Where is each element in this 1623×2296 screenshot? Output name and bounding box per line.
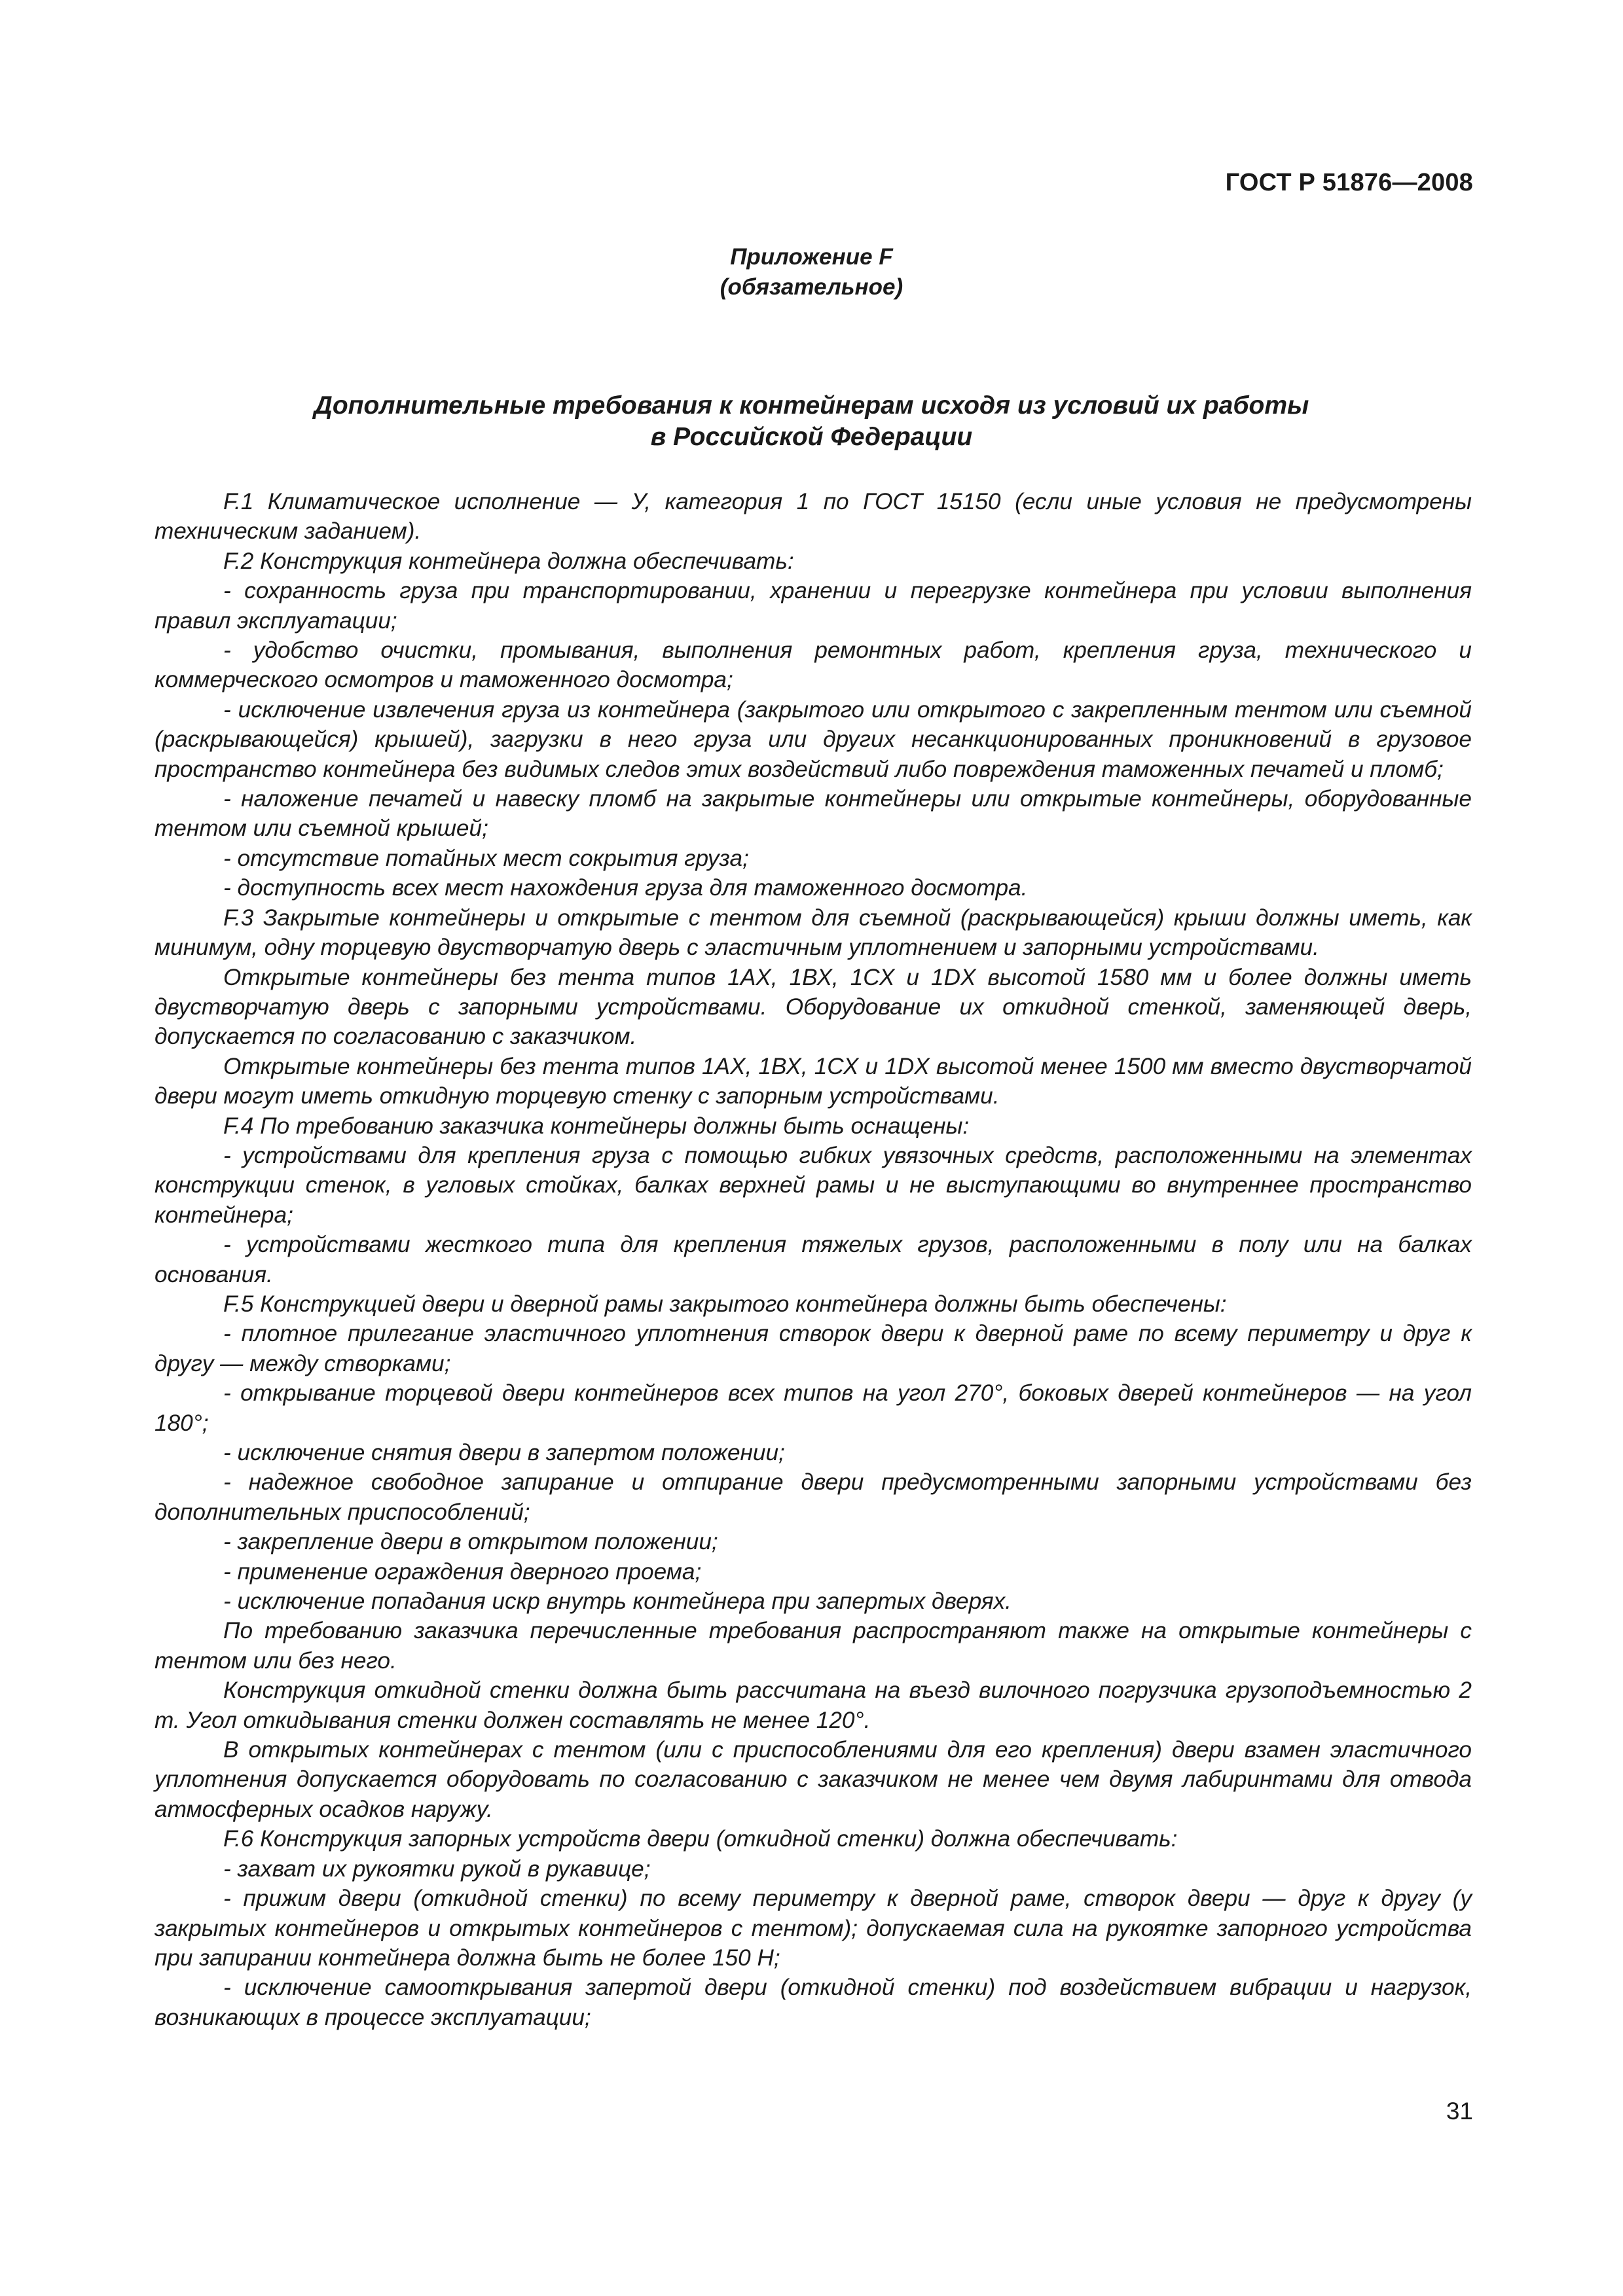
section-title-line-2: в Российской Федерации <box>650 423 973 451</box>
annex-status: (обязательное) <box>720 274 903 300</box>
paragraph: - плотное прилегание эластичного уплотнения створок двери к дверной раме по всему периметру и друг к другу — между створками; <box>155 1321 1472 1376</box>
paragraph: - исключение извлечения груза из контейнера (закрытого или открытого с закрепленным тентом или съемной (раскрывающейся) крышей), загрузки в него груза или других несанкционированных проникновений в грузовое пространство контейнера без видимых следов этих воздействий либо повреждения таможенных печатей и пломб; <box>155 696 1472 782</box>
paragraph: - доступность всех мест нахождения груза для таможенного досмотра. <box>223 875 1028 901</box>
annex-heading <box>0 242 1623 302</box>
paragraph: Открытые контейнеры без тента типов 1АХ, 1ВХ, 1СХ и 1DX высотой 1580 мм и более должны иметь двустворчатую дверь с запорными устройствами. Оборудование их откидной стенкой, заменяющей дверь, допускается по согласованию с заказчиком. <box>155 964 1472 1050</box>
paragraph: - удобство очистки, промывания, выполнения ремонтных работ, крепления груза, технического и коммерческого осмотров и таможенного досмотра; <box>155 637 1472 693</box>
paragraph: - устройствами жесткого типа для крепления тяжелых грузов, расположенными в полу или на балках основания. <box>155 1232 1472 1287</box>
paragraph: - исключение снятия двери в запертом положении; <box>223 1440 785 1465</box>
paragraph: - устройствами для крепления груза с помощью гибких увязочных средств, расположенными на элементах конструкции стенок, в угловых стойках, балках верхней рамы и не выступающими во внутреннее пространство контейнера; <box>155 1142 1472 1228</box>
paragraph: - прижим двери (откидной стенки) по всему периметру к дверной раме, створок двери — друг к другу (у закрытых контейнеров и открытых контейнеров с тентом); допускаемая сила на рукоятке запорного устройства при запирании контейнера должна быть не более 150 Н; <box>155 1886 1472 1971</box>
paragraph: F.4 По требованию заказчика контейнеры должны быть оснащены: <box>223 1113 970 1139</box>
paragraph: - открывание торцевой двери контейнеров всех типов на угол 270°, боковых дверей контейнеров — на угол 180°; <box>155 1380 1472 1436</box>
paragraph: В открытых контейнерах с тентом (или с приспособлениями для его крепления) двери взамен эластичного уплотнения допускается оборудовать по согласованию с заказчиком не менее чем двумя лабиринтами для отвода атмосферных осадков наружу. <box>155 1737 1472 1822</box>
paragraph: - надежное свободное запирание и отпирание двери предусмотренными запорными устройствами без дополнительных приспособлений; <box>155 1469 1472 1525</box>
page-number: 31 <box>1446 2098 1473 2125</box>
paragraph: - отсутствие потайных мест сокрытия груза; <box>223 845 749 871</box>
paragraph: - исключение попадания искр внутрь контейнера при запертых дверях. <box>223 1588 1012 1615</box>
paragraph: - захват их рукоятки рукой в рукавице; <box>223 1856 651 1882</box>
annex-label: Приложение F <box>730 244 893 270</box>
paragraph: F.6 Конструкция запорных устройств двери (откидной стенки) должна обеспечивать: <box>223 1826 1178 1852</box>
document-code: ГОСТ Р 51876—2008 <box>1225 169 1473 196</box>
paragraph: Открытые контейнеры без тента типов 1АХ, 1ВХ, 1СХ и 1DX высотой менее 1500 мм вместо двустворчатой двери могут иметь откидную торцевую стенку с запорным устройствами. <box>155 1053 1472 1109</box>
section-title <box>0 390 1623 453</box>
section-title-line-1: Дополнительные требования к контейнерам исходя из условий их работы <box>314 391 1309 420</box>
paragraph: F.3 Закрытые контейнеры и открытые с тентом для съемной (раскрывающейся) крыши должны иметь, как минимум, одну торцевую двустворчатую дверь с эластичным уплотнением и запорными устройствами. <box>155 905 1472 961</box>
paragraph: - применение ограждения дверного проема; <box>223 1558 702 1585</box>
paragraph: - закрепление двери в открытом положении; <box>223 1529 718 1555</box>
paragraph: F.2 Конструкция контейнера должна обеспечивать: <box>223 548 794 574</box>
paragraph: Конструкция откидной стенки должна быть рассчитана на въезд вилочного погрузчика грузоподъемностью 2 т. Угол откидывания стенки должен составлять не менее 120°. <box>155 1677 1472 1733</box>
paragraph: F.5 Конструкцией двери и дверной рамы закрытого контейнера должны быть обеспечены: <box>223 1291 1227 1317</box>
paragraph: F.1 Климатическое исполнение — У, категория 1 по ГОСТ 15150 (если иные условия не предусмотрены техническим заданием). <box>155 489 1472 545</box>
document-body <box>155 487 1472 2032</box>
paragraph: - исключение самооткрывания запертой двери (откидной стенки) под воздействием вибрации и нагрузок, возникающих в процессе эксплуатации; <box>155 1975 1472 2030</box>
paragraph: По требованию заказчика перечисленные требования распространяют также на открытые контейнеры с тентом или без него. <box>155 1618 1472 1674</box>
paragraph: - сохранность груза при транспортировании, хранении и перегрузке контейнера при условии выполнения правил эксплуатации; <box>155 578 1472 634</box>
paragraph: - наложение печатей и навеску пломб на закрытые контейнеры или открытые контейнеры, оборудованные тентом или съемной крышей; <box>155 786 1472 842</box>
